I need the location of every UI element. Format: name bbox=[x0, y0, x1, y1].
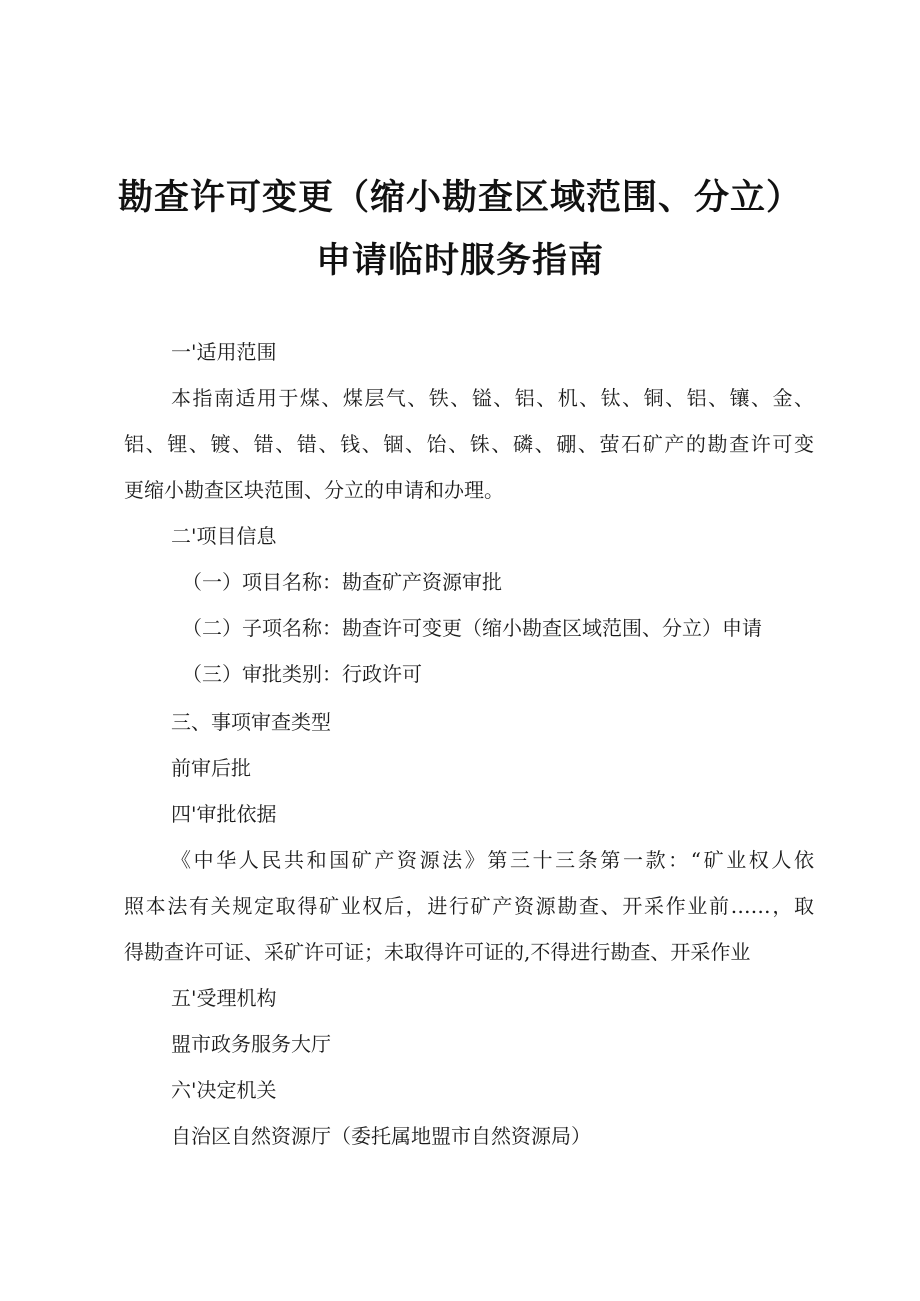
section-4-heading: 四'审批依据 bbox=[171, 802, 277, 826]
section-2-heading: 二'项目信息 bbox=[171, 524, 277, 548]
section-4-body-line-1: 《中华人民共和国矿产资源法》第三十三条第一款：“矿业权人依 bbox=[171, 848, 814, 872]
document-title-line-2: 申请临时服务指南 bbox=[315, 241, 604, 281]
section-4-body-line-3: 得勘查许可证、采矿许可证；未取得许可证的,不得进行勘查、开采作业 bbox=[124, 940, 751, 964]
section-2-item-3: （三）审批类别：行政许可 bbox=[182, 662, 422, 686]
section-2-item-2: （二）子项名称：勘查许可变更（缩小勘查区域范围、分立）申请 bbox=[182, 616, 762, 640]
section-2-item-1: （一）项目名称：勘查矿产资源审批 bbox=[182, 570, 502, 594]
section-6-body: 自治区自然资源厅（委托属地盟市自然资源局） bbox=[171, 1124, 591, 1148]
section-5-body: 盟市政务服务大厅 bbox=[171, 1032, 331, 1056]
section-1-body-line-2: 铝、锂、镀、错、错、钱、锢、饴、铢、磷、硼、萤石矿产的勘查许可变 bbox=[124, 432, 814, 456]
section-3-body: 前审后批 bbox=[171, 756, 251, 780]
document-title-line-1: 勘查许可变更（缩小勘查区域范围、分立） bbox=[117, 178, 802, 218]
section-1-body-line-3: 更缩小勘查区块范围、分立的申请和办理。 bbox=[124, 478, 504, 502]
section-1-body-line-1: 本指南适用于煤、煤层气、铁、镒、铝、机、钛、铜、铝、镶、金、 bbox=[171, 386, 814, 410]
section-4-body-line-2: 照本法有关规定取得矿业权后，进行矿产资源勘查、开采作业前……，取 bbox=[124, 894, 814, 918]
section-1-heading: 一'适用范围 bbox=[171, 340, 277, 364]
section-5-heading: 五'受理机构 bbox=[171, 986, 277, 1010]
section-3-heading: 三、事项审查类型 bbox=[171, 710, 331, 734]
section-6-heading: 六'决定机关 bbox=[171, 1078, 277, 1102]
